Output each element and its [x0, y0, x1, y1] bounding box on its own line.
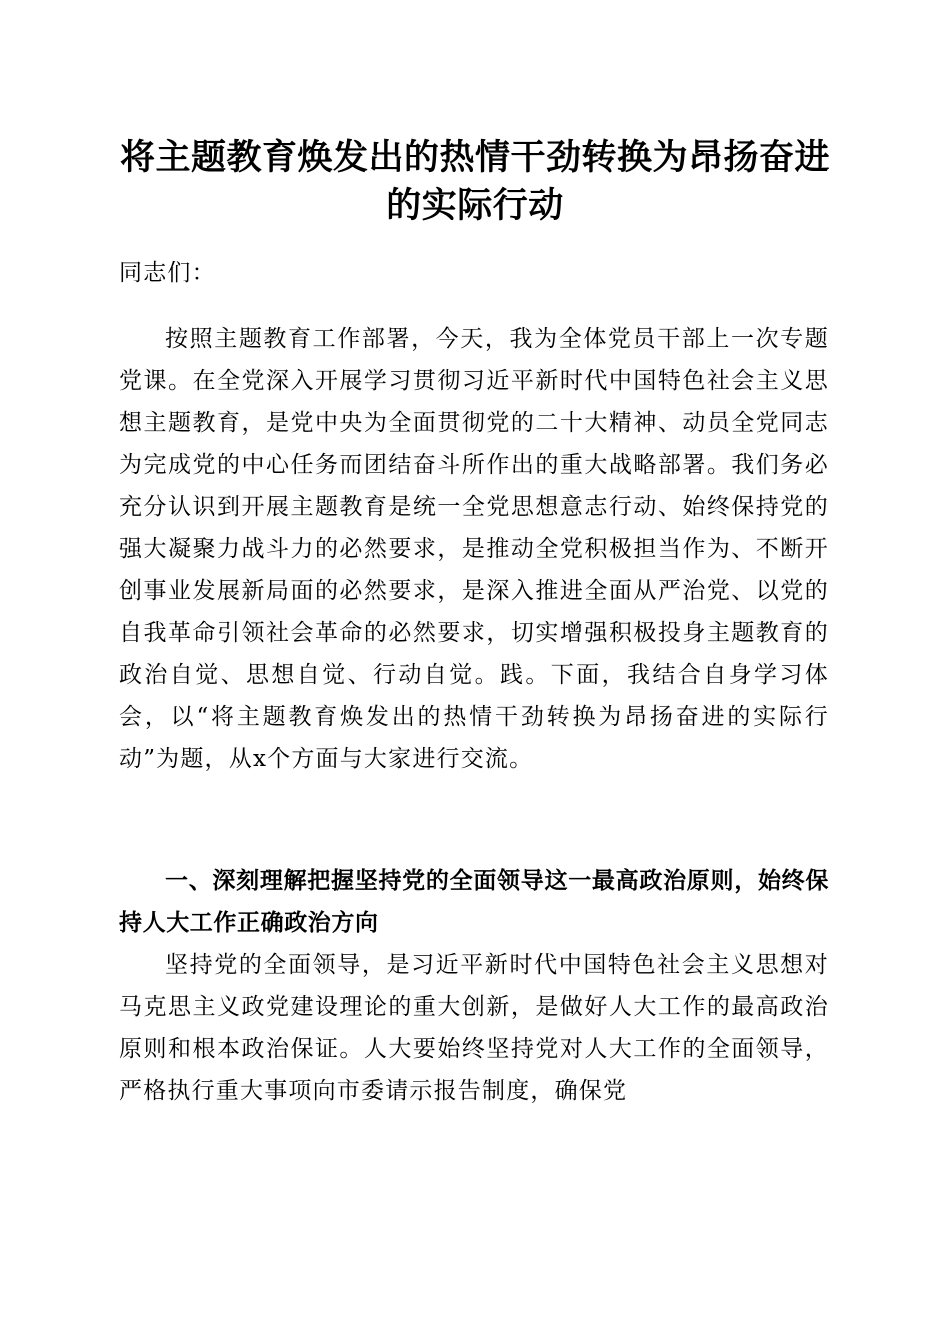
paragraph-introduction: 按照主题教育工作部署，今天，我为全体党员干部上一次专题党课。在全党深入开展学习贯彻习近平新时代中国特色社会主义思想主题教育，是党中央为全面贯彻党的二十大精神、动员全党同志为完成党的中心任务而团结奋斗所作出的重大战略部署。我们务必充分认识到开展主题教育是统一全党思想意志行动、始终保持党的强大凝聚力战斗力的必然要求，是推动全党积极担当作为、不断开创事业发展新局面的必然要求，是深入推进全面从严治党、以党的自我革命引领社会革命的必然要求，切实增强积极投身主题教育的政治自觉、思想自觉、行动自觉。践。下面，我结合自身学习体会，以“将主题教育焕发出的热情干劲转换为昂扬奋进的实际行动”为题，从x个方面与大家进行交流。	[119, 326, 829, 772]
paragraph-section-1: 坚持党的全面领导，是习近平新时代中国特色社会主义思想对马克思主义政党建设理论的重大创新，是做好人大工作的最高政治原则和根本政治保证。人大要始终坚持党对人大工作的全面领导，严格执行重大事项向市委请示报告制度，确保党	[119, 952, 829, 1104]
title-line-2: 的实际行动	[386, 186, 564, 226]
salutation: 同志们：	[119, 260, 216, 286]
document-title	[100, 134, 850, 230]
title-line-1: 将主题教育焕发出的热情干劲转换为昂扬奋进	[119, 138, 830, 178]
section-heading-1: 一、深刻理解把握坚持党的全面领导这一最高政治原则，始终保持人大工作正确政治方向	[119, 868, 829, 936]
